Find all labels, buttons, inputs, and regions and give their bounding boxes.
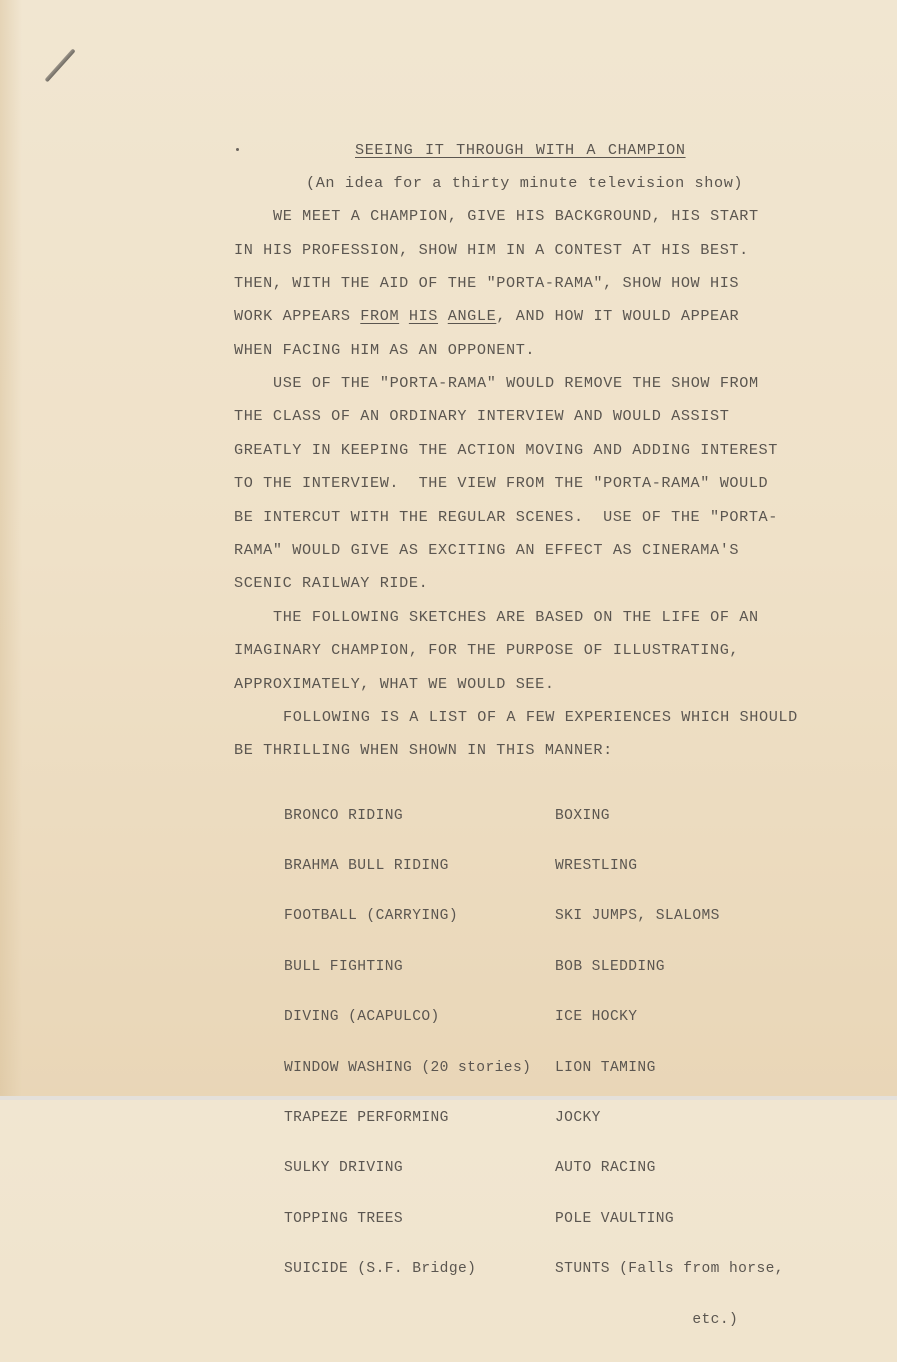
list-item: DIVING (ACAPULCO) <box>284 1009 440 1026</box>
p3-line-3: APPROXIMATELY, WHAT WE WOULD SEE. <box>234 675 555 693</box>
list-item: BOB SLEDDING <box>555 958 665 975</box>
staple-icon <box>45 48 76 82</box>
document-title: SEEING IT THROUGH WITH A CHAMPION <box>355 141 686 159</box>
emphasis-angle: ANGLE <box>447 307 497 325</box>
emphasis-his: HIS <box>408 307 439 325</box>
p2-line-1: USE OF THE "PORTA-RAMA" WOULD REMOVE THE SHOW FROM <box>273 374 759 392</box>
list-item: WRESTLING <box>555 857 638 874</box>
list-item: BOXING <box>555 807 610 824</box>
p1-line-4-post: , AND HOW IT WOULD APPEAR <box>496 307 740 325</box>
list-item: JOCKY <box>555 1109 601 1126</box>
experiences-list-right <box>555 774 784 1362</box>
emphasis-from: FROM <box>360 307 400 325</box>
list-item: SKI JUMPS, SLALOMS <box>555 908 720 925</box>
paper-edge-shadow <box>0 0 22 1100</box>
p2-line-5: BE INTERCUT WITH THE REGULAR SCENES. USE OF THE "PORTA- <box>234 508 778 526</box>
list-item: TOPPING TREES <box>284 1210 404 1227</box>
list-item: STUNTS (Falls from horse, <box>555 1261 784 1278</box>
list-item: FOOTBALL (CARRYING) <box>284 908 458 925</box>
p2-line-2: THE CLASS OF AN ORDINARY INTERVIEW AND WOULD ASSIST <box>234 407 730 425</box>
list-item: TRAPEZE PERFORMING <box>284 1109 449 1126</box>
experiences-list-left <box>284 774 531 1312</box>
p4-line-1: FOLLOWING IS A LIST OF A FEW EXPERIENCES WHICH SHOULD <box>283 708 798 726</box>
p1-line-5: WHEN FACING HIM AS AN OPPONENT. <box>234 341 536 359</box>
list-item: etc.) <box>555 1311 739 1328</box>
list-item: SULKY DRIVING <box>284 1160 404 1177</box>
p4-line-2: BE THRILLING WHEN SHOWN IN THIS MANNER: <box>234 741 613 759</box>
list-item: SUICIDE (S.F. Bridge) <box>284 1261 477 1278</box>
list-item: BULL FIGHTING <box>284 958 404 975</box>
p1-line-4-pre: WORK APPEARS <box>234 307 361 325</box>
p2-line-3: GREATLY IN KEEPING THE ACTION MOVING AND ADDING INTEREST <box>234 441 778 459</box>
bullet-dot <box>236 148 239 151</box>
list-item: AUTO RACING <box>555 1160 656 1177</box>
p2-line-6: RAMA" WOULD GIVE AS EXCITING AN EFFECT AS CINERAMA'S <box>234 541 740 559</box>
list-item: LION TAMING <box>555 1059 656 1076</box>
document-subtitle: (An idea for a thirty minute television show) <box>306 174 744 192</box>
p1-line-3: THEN, WITH THE AID OF THE "PORTA-RAMA", SHOW HOW HIS <box>234 274 740 292</box>
list-item: BRAHMA BULL RIDING <box>284 857 449 874</box>
list-item: BRONCO RIDING <box>284 807 404 824</box>
list-item: POLE VAULTING <box>555 1210 675 1227</box>
p1-line-4 <box>234 307 739 325</box>
list-item: ICE HOCKY <box>555 1009 638 1026</box>
p1-line-2: IN HIS PROFESSION, SHOW HIM IN A CONTEST AT HIS BEST. <box>234 241 749 259</box>
p1-line-1: WE MEET A CHAMPION, GIVE HIS BACKGROUND, HIS START <box>273 207 759 225</box>
p2-line-4: TO THE INTERVIEW. THE VIEW FROM THE "PORTA-RAMA" WOULD <box>234 474 769 492</box>
p2-line-7: SCENIC RAILWAY RIDE. <box>234 574 429 592</box>
p3-line-1: THE FOLLOWING SKETCHES ARE BASED ON THE LIFE OF AN <box>273 608 759 626</box>
list-item: WINDOW WASHING (20 stories) <box>284 1059 532 1076</box>
p3-line-2: IMAGINARY CHAMPION, FOR THE PURPOSE OF ILLUSTRATING, <box>234 641 740 659</box>
